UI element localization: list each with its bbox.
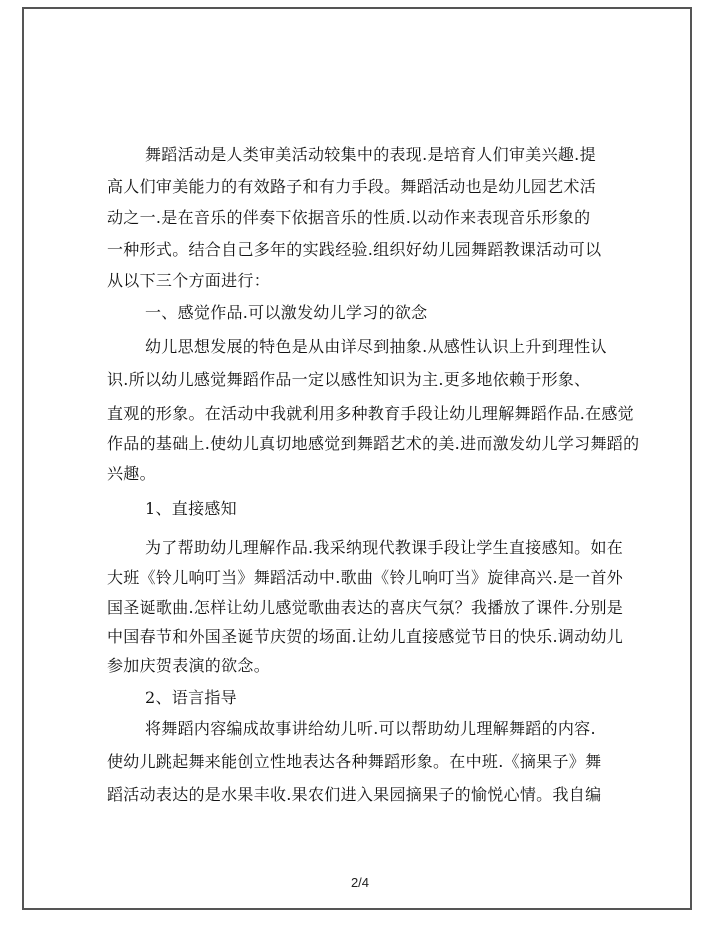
text-line: 蹈活动表达的是水果丰收.果农们进入果园摘果子的愉悦心情。我自编	[107, 785, 602, 804]
text-line: 兴趣。	[107, 464, 156, 483]
text-line: 高人们审美能力的有效路子和有力手段。舞蹈活动也是幼儿园艺术活	[107, 177, 597, 196]
text-line: 从以下三个方面进行：	[107, 271, 271, 290]
text-line: 幼儿思想发展的特色是从由详尽到抽象.从感性认识上升到理性认	[145, 337, 607, 356]
text-line: 动之一.是在音乐的伴奏下依据音乐的性质.以动作来表现音乐形象的	[107, 208, 591, 227]
text-line: 识.所以幼儿感觉舞蹈作品一定以感性知识为主.更多地依赖于形象、	[107, 370, 591, 389]
page-border	[22, 7, 692, 910]
text-line: 一种形式。结合自己多年的实践经验.组织好幼儿园舞蹈教课活动可以	[107, 240, 602, 259]
text-line: 将舞蹈内容编成故事讲给幼儿听.可以帮助幼儿理解舞蹈的内容.	[145, 719, 596, 738]
text-line: 中国春节和外国圣诞节庆贺的场面.让幼儿直接感觉节日的快乐.调动幼儿	[107, 627, 624, 646]
text-line: 国圣诞歌曲.怎样让幼儿感觉歌曲表达的喜庆气氛？我播放了课件.分别是	[107, 598, 624, 617]
text-line: 直观的形象。在活动中我就利用多种教育手段让幼儿理解舞蹈作品.在感觉	[107, 404, 634, 423]
text-line: 参加庆贺表演的欲念。	[107, 656, 271, 675]
subsection-heading: 2、语言指导	[145, 688, 237, 707]
text-line: 舞蹈活动是人类审美活动较集中的表现.是培育人们审美兴趣.提	[145, 145, 596, 164]
text-line: 大班《铃儿响叮当》舞蹈活动中.歌曲《铃儿响叮当》旋律高兴.是一首外	[107, 568, 624, 587]
text-line: 作品的基础上.使幼儿真切地感觉到舞蹈艺术的美.进而激发幼儿学习舞蹈的	[107, 434, 640, 453]
section-heading: 一、感觉作品.可以激发幼儿学习的欲念	[145, 303, 428, 322]
subsection-heading: 1、直接感知	[145, 499, 237, 518]
text-line: 为了帮助幼儿理解作品.我采纳现代教课手段让学生直接感知。如在	[145, 538, 624, 557]
page-number: 2/4	[350, 875, 370, 890]
text-line: 使幼儿跳起舞来能创立性地表达各种舞蹈形象。在中班.《摘果子》舞	[107, 752, 602, 771]
